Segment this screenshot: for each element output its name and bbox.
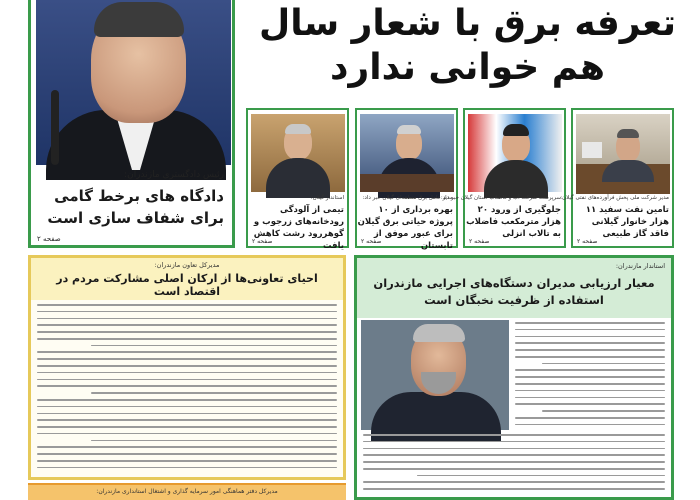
featured-story[interactable]	[28, 0, 235, 248]
text-line	[363, 468, 665, 470]
text-line	[515, 424, 665, 426]
text-line	[417, 475, 665, 477]
text-line	[37, 331, 337, 333]
text-line	[515, 336, 665, 338]
card-photo	[251, 114, 345, 192]
text-line	[515, 322, 665, 324]
text-line	[363, 434, 665, 436]
text-line	[37, 304, 337, 306]
text-line	[515, 329, 665, 331]
text-line	[37, 433, 337, 435]
card-photo	[360, 114, 454, 192]
text-line	[37, 419, 337, 421]
article-title[interactable]: احیای تعاونی‌ها از ارکان اصلی مشارکت مردم در اقتصاد است	[56, 272, 318, 298]
text-line	[515, 383, 665, 385]
text-line	[37, 311, 337, 313]
text-line	[37, 358, 337, 360]
card-caption: سرپرست شرکت آب و فاضلاب استان گیلان خبر داد:	[440, 195, 561, 201]
card-caption: مدیر عامل برق منطقه‌ای گیلان خبر داد:	[362, 195, 453, 201]
featured-kicker: رئیس دادگستری مازندران:	[124, 170, 224, 180]
article-body-text	[37, 304, 337, 469]
article-title-line-2: استفاده از ظرفیت نخبگان است	[424, 293, 604, 307]
article-title[interactable]	[365, 275, 663, 309]
article-kicker: استاندار مازندران:	[615, 262, 665, 270]
text-line	[37, 385, 337, 387]
text-line	[542, 363, 665, 365]
article-investment-header[interactable]	[28, 483, 346, 500]
text-line	[515, 376, 665, 378]
text-line	[363, 488, 665, 490]
card-title[interactable]: بهره برداری از ۱۰ پروژه حیاتی برق گیلان برای عبور موفق از تابستان	[357, 205, 453, 251]
text-line	[37, 372, 337, 374]
card-title[interactable]: جلوگیری از ورود ۲۰ هزار مترمکعب فاضلاب به تالاب انزلی	[466, 205, 561, 239]
news-card-water[interactable]	[440, 108, 566, 248]
headline-line-2: هم خوانی ندارد	[330, 47, 605, 88]
card-photo	[468, 114, 562, 192]
text-line	[515, 369, 665, 371]
text-line	[37, 413, 337, 415]
text-line	[37, 324, 337, 326]
text-line	[37, 406, 337, 408]
text-line	[37, 446, 337, 448]
microphone-icon	[51, 90, 59, 165]
main-headline[interactable]	[240, 0, 695, 100]
text-line	[515, 349, 665, 351]
card-title[interactable]: تامین نفت سفید ۱۱ هزار خانوار گیلانی فاقد گاز طبیعی	[585, 205, 669, 239]
featured-title[interactable]: دادگاه های برخط گامی برای شفاف سازی است	[47, 187, 224, 227]
text-line	[363, 448, 665, 450]
text-line	[91, 345, 337, 347]
text-line	[37, 338, 337, 340]
text-line	[515, 403, 665, 405]
text-line	[515, 356, 665, 358]
text-line	[37, 351, 337, 353]
featured-page-ref: صفحه ۲	[37, 235, 61, 243]
text-line	[363, 454, 665, 456]
article-kicker: مدیرکل تعاون مازندران:	[154, 261, 220, 269]
card-title[interactable]: تیمی از آلودگی رودخانه‌های زرجوب و گوهررود رشت کاهش یافت	[253, 205, 344, 251]
article-body-text-continued	[363, 434, 665, 493]
article-title-line-1: معیار ارزیابی مدیران دستگاه‌های اجرایی مازندران	[373, 276, 655, 290]
text-line	[37, 460, 337, 462]
text-line	[363, 481, 665, 483]
text-line	[37, 365, 337, 367]
text-line	[37, 318, 337, 320]
article-manager-evaluation[interactable]	[354, 255, 674, 500]
text-line	[91, 440, 337, 442]
news-card-governor-gilan[interactable]	[246, 108, 349, 251]
text-line	[37, 426, 337, 428]
text-line	[37, 379, 337, 381]
card-page-ref: صفحه ۲	[361, 238, 382, 245]
card-page-ref: صفحه ۲	[469, 238, 490, 245]
text-line	[515, 397, 665, 399]
article-cooperatives[interactable]	[28, 255, 346, 480]
card-caption: مدیر شرکت ملی پخش فرآورده‌های نفتی گیلان:	[560, 195, 669, 201]
text-line	[515, 342, 665, 344]
text-line	[363, 441, 665, 443]
headline-line-1: تعرفه برق با شعار سال	[258, 3, 677, 44]
news-card-oil[interactable]	[560, 108, 674, 248]
card-photo	[576, 114, 670, 192]
text-line	[37, 453, 337, 455]
text-line	[37, 399, 337, 401]
text-line	[363, 461, 665, 463]
text-line	[542, 410, 665, 412]
article-kicker: مدیرکل دفتر هماهنگی امور سرمایه گذاری و اشتغال استانداری مازندران:	[96, 488, 278, 495]
text-line	[515, 417, 665, 419]
featured-photo	[36, 0, 231, 165]
card-page-ref: صفحه ۲	[577, 238, 598, 245]
card-caption: استاندار گیلان:	[310, 195, 344, 201]
news-card-electricity[interactable]	[355, 108, 458, 251]
text-line	[37, 467, 337, 469]
text-line	[515, 390, 665, 392]
text-line	[91, 392, 337, 394]
article-photo	[361, 320, 509, 430]
card-page-ref: صفحه ۲	[252, 238, 273, 245]
